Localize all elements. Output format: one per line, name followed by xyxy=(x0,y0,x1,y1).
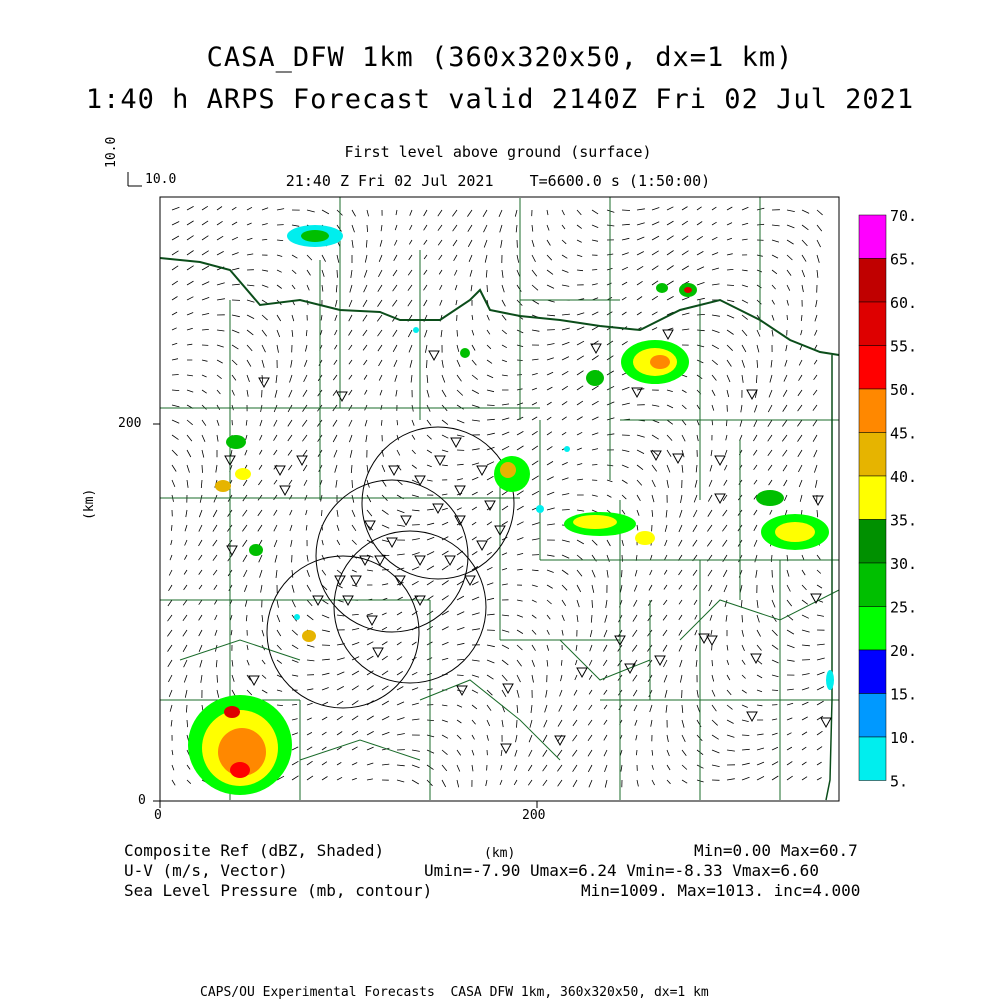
colorbar-label: 70. xyxy=(890,207,918,225)
field2-range: Umin=-7.90 Umax=6.24 Vmin=-8.33 Vmax=6.60 xyxy=(424,861,819,880)
echo-cell xyxy=(235,468,251,480)
echo-cell xyxy=(756,490,784,506)
x-tick-0: 0 xyxy=(154,808,162,823)
colorbar-label: 25. xyxy=(890,598,918,617)
echo-cell xyxy=(775,522,815,542)
field1-name: Composite Ref (dBZ, Shaded) xyxy=(124,841,385,860)
colorbar-swatch xyxy=(859,694,886,738)
colorbar-swatch xyxy=(859,346,886,390)
echo-cell xyxy=(500,462,516,478)
echo-cell xyxy=(413,327,419,333)
colorbar-label: 65. xyxy=(890,250,918,269)
field1-range: Min=0.00 Max=60.7 xyxy=(694,841,858,860)
colorbar-label: 55. xyxy=(890,337,918,356)
field3-range: Min=1009. Max=1013. inc=4.000 xyxy=(581,881,861,900)
colorbar-label: 10. xyxy=(890,729,918,747)
colorbar-swatch xyxy=(859,215,886,259)
echo-cell xyxy=(215,480,231,492)
echo-cell xyxy=(586,370,604,386)
echo-cell xyxy=(536,505,544,513)
colorbar-swatch xyxy=(859,650,886,694)
x-tick-200: 200 xyxy=(522,808,546,823)
colorbar-label: 20. xyxy=(890,642,918,660)
colorbar-label: 35. xyxy=(890,511,918,530)
colorbar xyxy=(859,207,917,791)
y-tick-200: 200 xyxy=(118,416,142,431)
echo-cell xyxy=(656,283,668,293)
colorbar-swatch xyxy=(859,737,886,781)
figure-title-line2: 1:40 h ARPS Forecast valid 2140Z Fri 02 Jul 2021 xyxy=(85,84,915,115)
colorbar-label: 5. xyxy=(890,772,909,791)
field3-name: Sea Level Pressure (mb, contour) xyxy=(124,881,433,900)
echo-cell xyxy=(226,435,246,449)
echo-cell xyxy=(635,531,655,545)
colorbar-swatch xyxy=(859,520,886,564)
colorbar-swatch xyxy=(859,607,886,651)
colorbar-label: 45. xyxy=(890,424,918,443)
colorbar-label: 40. xyxy=(890,468,918,486)
colorbar-swatch xyxy=(859,302,886,346)
y-axis-label: (km) xyxy=(82,488,97,520)
echo-cell xyxy=(302,630,316,642)
echo-cell xyxy=(294,614,300,620)
colorbar-label: 50. xyxy=(890,381,918,399)
echo-cell xyxy=(230,762,250,778)
colorbar-label: 30. xyxy=(890,555,918,573)
echo-cell xyxy=(224,706,240,718)
echo-cell xyxy=(684,287,692,293)
figure-title-line1: CASA_DFW 1km (360x320x50, dx=1 km) xyxy=(206,42,794,73)
echo-cell xyxy=(249,544,263,556)
x-axis-label: (km) xyxy=(484,846,516,861)
level-subtitle: First level above ground (surface) xyxy=(344,143,652,161)
credit-line: CAPS/OU Experimental Forecasts CASA DFW 1km, 360x320x50, dx=1 km xyxy=(200,985,709,1000)
y-tick-0: 0 xyxy=(138,793,146,808)
field2-name: U-V (m/s, Vector) xyxy=(124,861,288,880)
colorbar-swatch xyxy=(859,563,886,607)
colorbar-label: 60. xyxy=(890,294,918,312)
colorbar-label: 15. xyxy=(890,685,918,704)
colorbar-swatch xyxy=(859,389,886,433)
echo-cell xyxy=(650,355,670,369)
echo-cell xyxy=(826,670,834,690)
vector-key-rotated-label: 10.0 xyxy=(104,136,119,168)
colorbar-swatch xyxy=(859,476,886,520)
colorbar-swatch xyxy=(859,259,886,303)
echo-cell xyxy=(301,230,329,242)
echo-cell xyxy=(564,446,570,452)
echo-cell xyxy=(573,515,617,529)
echo-cell xyxy=(460,348,470,358)
colorbar-swatch xyxy=(859,433,886,477)
vector-key-label: 10.0 xyxy=(145,172,177,187)
time-subtitle: 21:40 Z Fri 02 Jul 2021 T=6600.0 s (1:50:00) xyxy=(285,172,711,190)
